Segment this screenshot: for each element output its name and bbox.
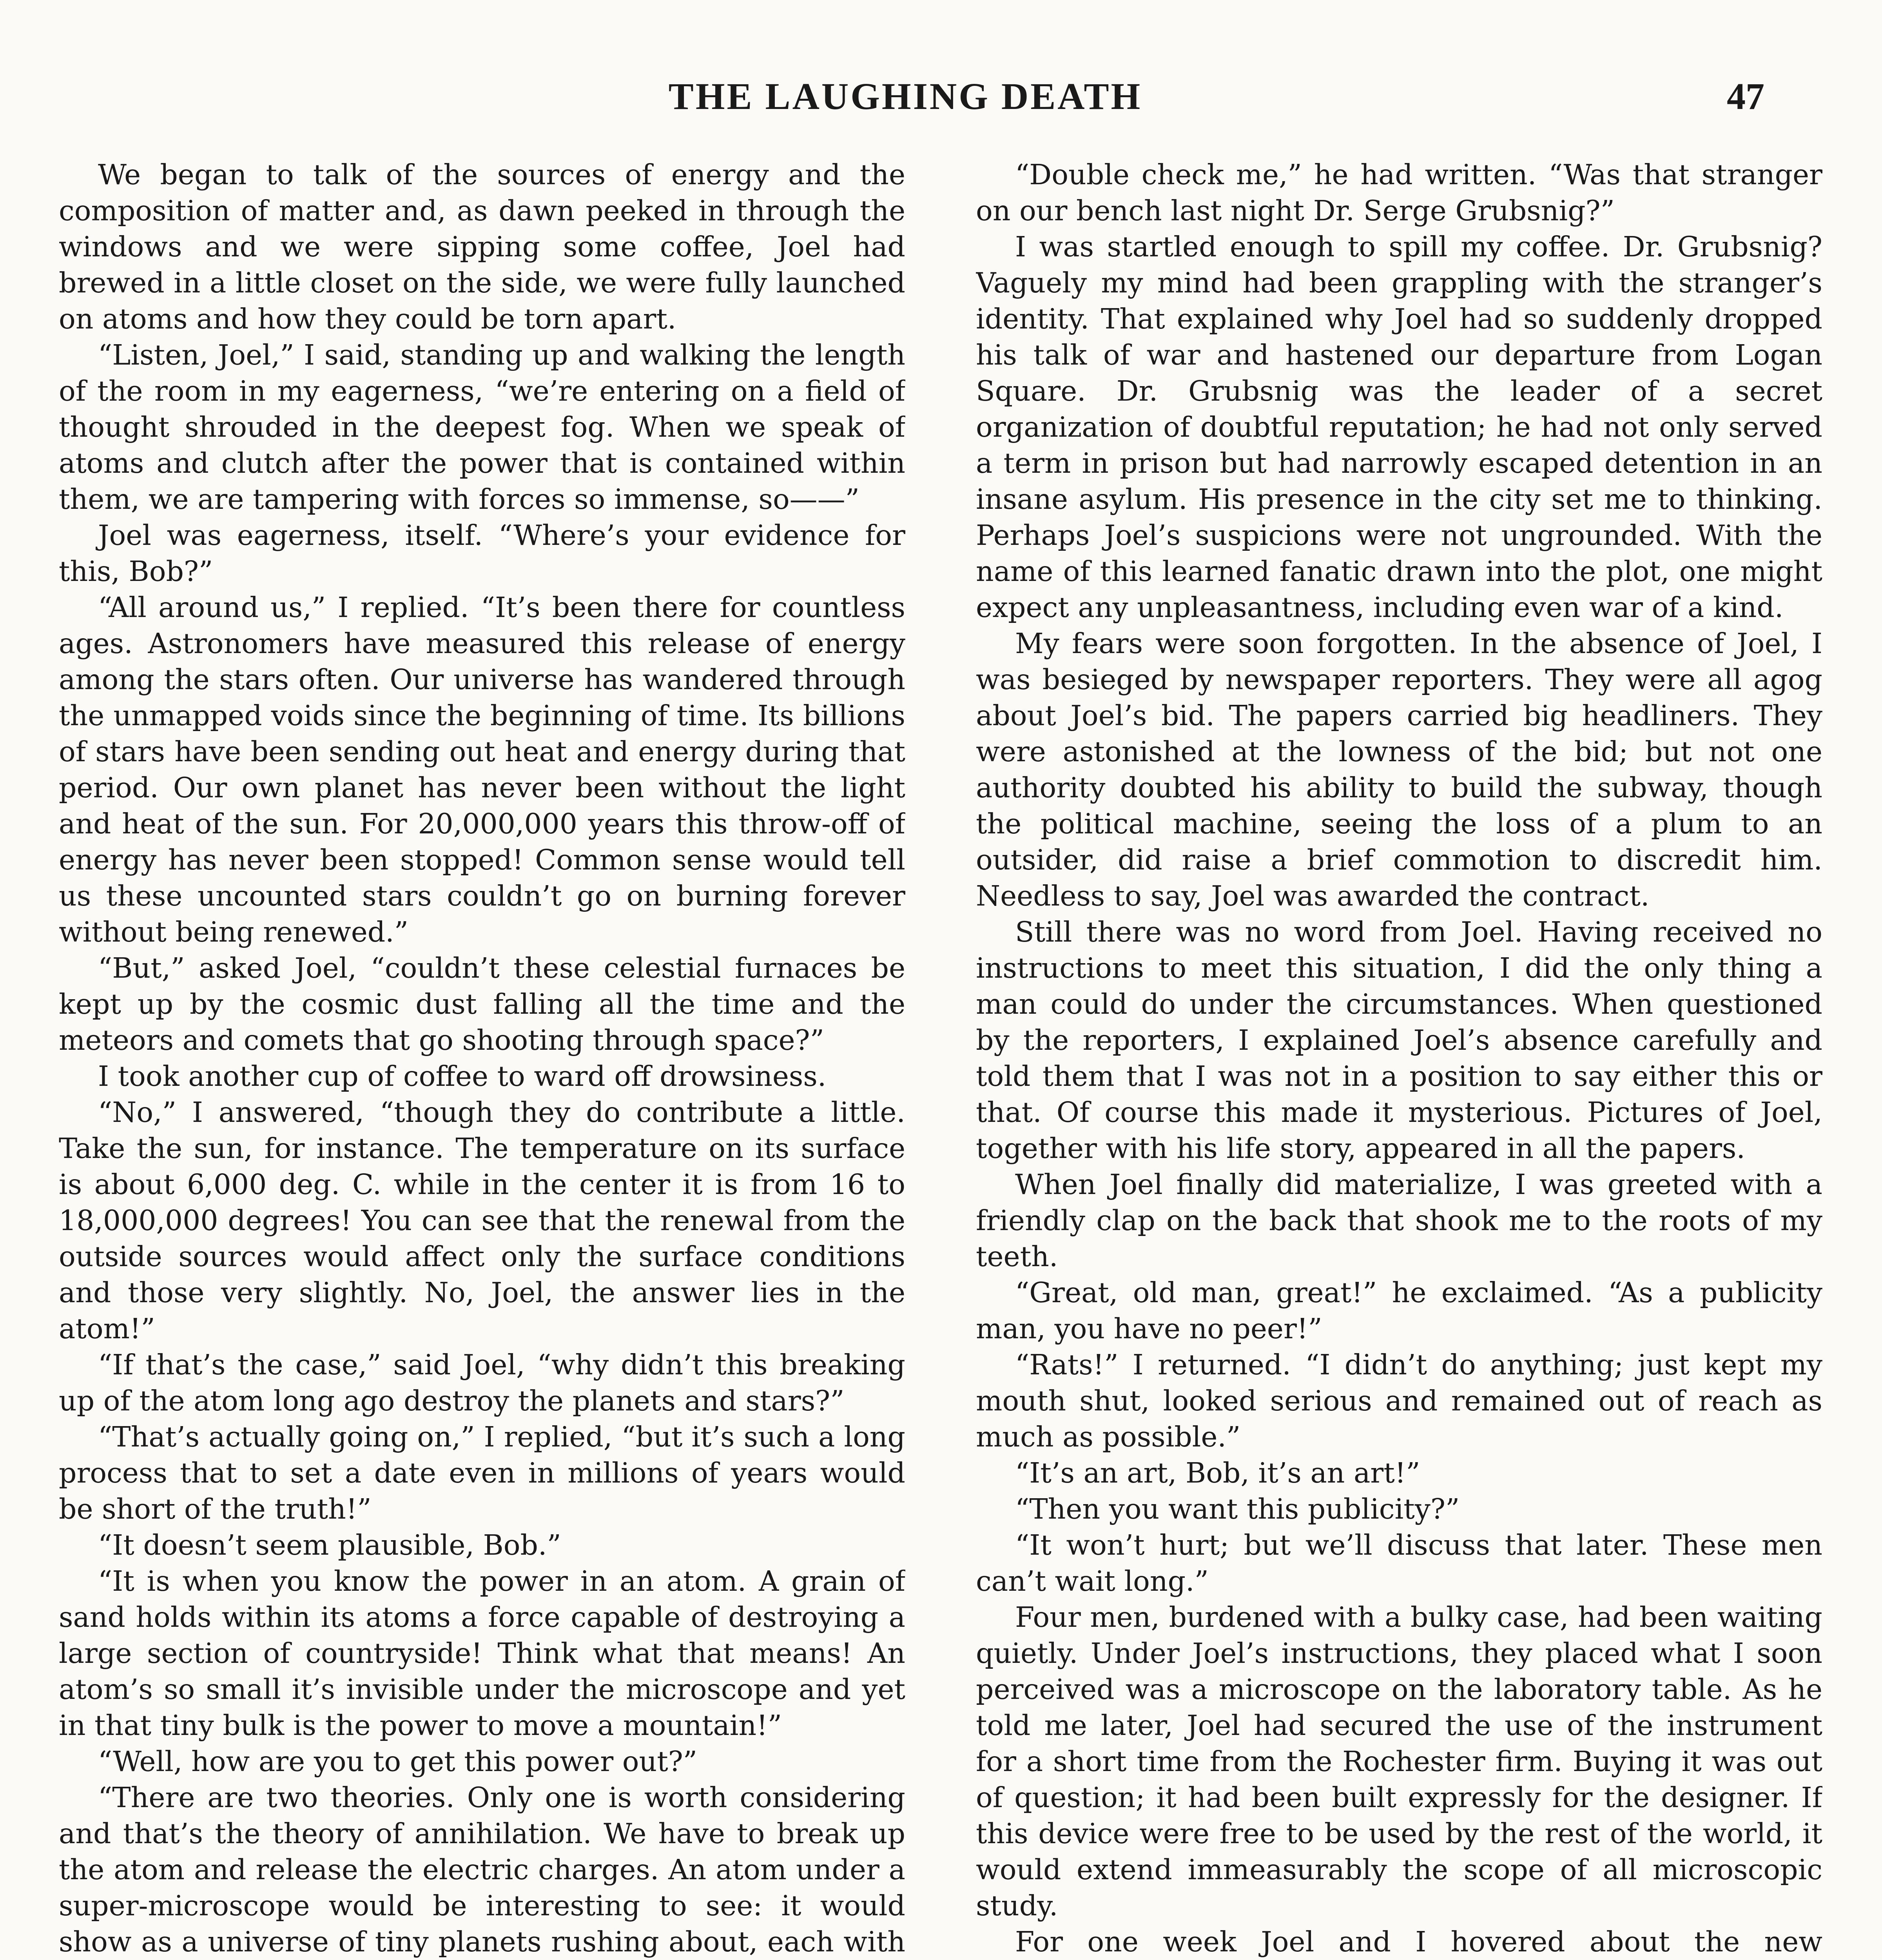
paragraph: Joel was eagerness, itself. “Where’s your evidence for this, Bob?” (59, 519, 905, 588)
page-number: 47 (1727, 75, 1764, 117)
paragraph: We began to talk of the sources of energy and the composition of matter and, as dawn peeked in through the windows and we were sipping some coffee, Joel had brewed in a little closet on the side, we were fully launched on atoms and how they could be torn apart. (59, 158, 905, 335)
paragraph: “There are two theories. Only one is worth considering and that’s the theory of annihilation. We have to break up the atom and release the electric charges. An atom under a super-microscope would be interesting to see: it would show as a universe of tiny planets rushing about, each with (59, 1781, 905, 1958)
paragraph: “Then you want this publicity?” (1015, 1493, 1460, 1525)
paragraph: For one week Joel and I hovered about the new (1015, 1926, 1822, 1958)
paragraph: “It’s an art, Bob, it’s an art!” (1015, 1457, 1420, 1489)
paragraph: “But,” asked Joel, “couldn’t these celestial furnaces be kept up by the cosmic dust falling all the time and the meteors and comets that go shooting through space?” (59, 952, 905, 1056)
paragraph: “All around us,” I replied. “It’s been there for countless ages. Astronomers have measured this release of energy among the stars often. Our universe has wandered through the unmapped voids since the beginning of time. Its billions of stars have been sending out heat and energy during that period. Our own planet has never been without the light and heat of the sun. For 20,000,000 years this throw-off of energy has never been stopped! Common sense would tell us these uncounted stars couldn’t go on burning forever without being renewed.” (59, 591, 905, 948)
paragraph: Four men, burdened with a bulky case, had been waiting quietly. Under Joel’s instructions, they placed what I soon perceived was a microscope on the laboratory table. As he told me later, Joel had secured the use of the instrument for a short time from the Rochester firm. Buying it was out of question; it had been built expressly for the designer. If this device were free to be used by the rest of the world, it would extend immeasurably the scope of all microscopic study. (976, 1601, 1822, 1922)
paragraph: “Listen, Joel,” I said, standing up and walking the length of the room in my eagerness, “we’re entering on a field of thought shrouded in the deepest fog. When we speak of atoms and clutch after the power that is contained within them, we are tampering with forces so immense, so——” (59, 339, 905, 515)
paragraph: “No,” I answered, “though they do contribute a little. Take the sun, for instance. The temperature on its surface is about 6,000 deg. C. while in the center it is from 16 to 18,000,000 degrees! You can see that the renewal from the outside sources would affect only the surface conditions and those very slightly. No, Joel, the answer lies in the atom!” (59, 1096, 905, 1345)
left-column (59, 157, 905, 1960)
paragraph: “Rats!” I returned. “I didn’t do anything; just kept my mouth shut, looked serious and remained out of reach as much as possible.” (976, 1348, 1822, 1453)
paragraph: “Well, how are you to get this power out?” (98, 1745, 698, 1778)
paragraph: “It won’t hurt; but we’ll discuss that later. These men can’t wait long.” (976, 1529, 1822, 1597)
paragraph: “If that’s the case,” said Joel, “why didn’t this breaking up of the atom long ago destroy the planets and stars?” (59, 1348, 905, 1417)
paragraph: I was startled enough to spill my coffee. Dr. Grubsnig? Vaguely my mind had been grappling with the stranger’s identity. That explained why Joel had so suddenly dropped his talk of war and hastened our departure from Logan Square. Dr. Grubsnig was the leader of a secret organization of doubtful reputation; he had not only served a term in prison but had narrowly escaped detention in an insane asylum. His presence in the city set me to thinking. Perhaps Joel’s suspicions were not ungrounded. With the name of this learned fanatic drawn into the plot, one might expect any unpleasantness, including even war of a kind. (976, 230, 1822, 624)
paragraph: I took another cup of coffee to ward off drowsiness. (98, 1060, 827, 1093)
paragraph: Still there was no word from Joel. Having received no instructions to meet this situation, I did the only thing a man could do under the circumstances. When questioned by the reporters, I explained Joel’s absence carefully and told them that I was not in a position to say either this or that. Of course this made it mysterious. Pictures of Joel, together with his life story, appeared in all the papers. (976, 916, 1822, 1165)
paragraph: My fears were soon forgotten. In the absence of Joel, I was besieged by newspaper reporters. They were all agog about Joel’s bid. The papers carried big headliners. They were astonished at the lowness of the bid; but not one authority doubted his ability to build the subway, though the political machine, seeing the loss of a plum to an outsider, did raise a brief commotion to discredit him. Needless to say, Joel was awarded the contract. (976, 627, 1822, 912)
paragraph: “It doesn’t seem plausible, Bob.” (98, 1529, 561, 1561)
paragraph: “It is when you know the power in an atom. A grain of sand holds within its atoms a force capable of destroying a large section of countryside! Think what that means! An atom’s so small it’s invisible under the microscope and yet in that tiny bulk is the power to move a mountain!” (59, 1565, 905, 1742)
right-column (976, 157, 1822, 1960)
paragraph: “Double check me,” he had written. “Was that stranger on our bench last night Dr. Serge Grubsnig?” (976, 158, 1822, 227)
paragraph: “That’s actually going on,” I replied, “but it’s such a long process that to set a date even in millions of years would be short of the truth!” (59, 1421, 905, 1525)
paragraph: When Joel finally did materialize, I was greeted with a friendly clap on the back that shook me to the roots of my teeth. (976, 1168, 1822, 1273)
paragraph: “Great, old man, great!” he exclaimed. “As a publicity man, you have no peer!” (976, 1276, 1822, 1345)
running-head-title: THE LAUGHING DEATH (668, 75, 1142, 117)
